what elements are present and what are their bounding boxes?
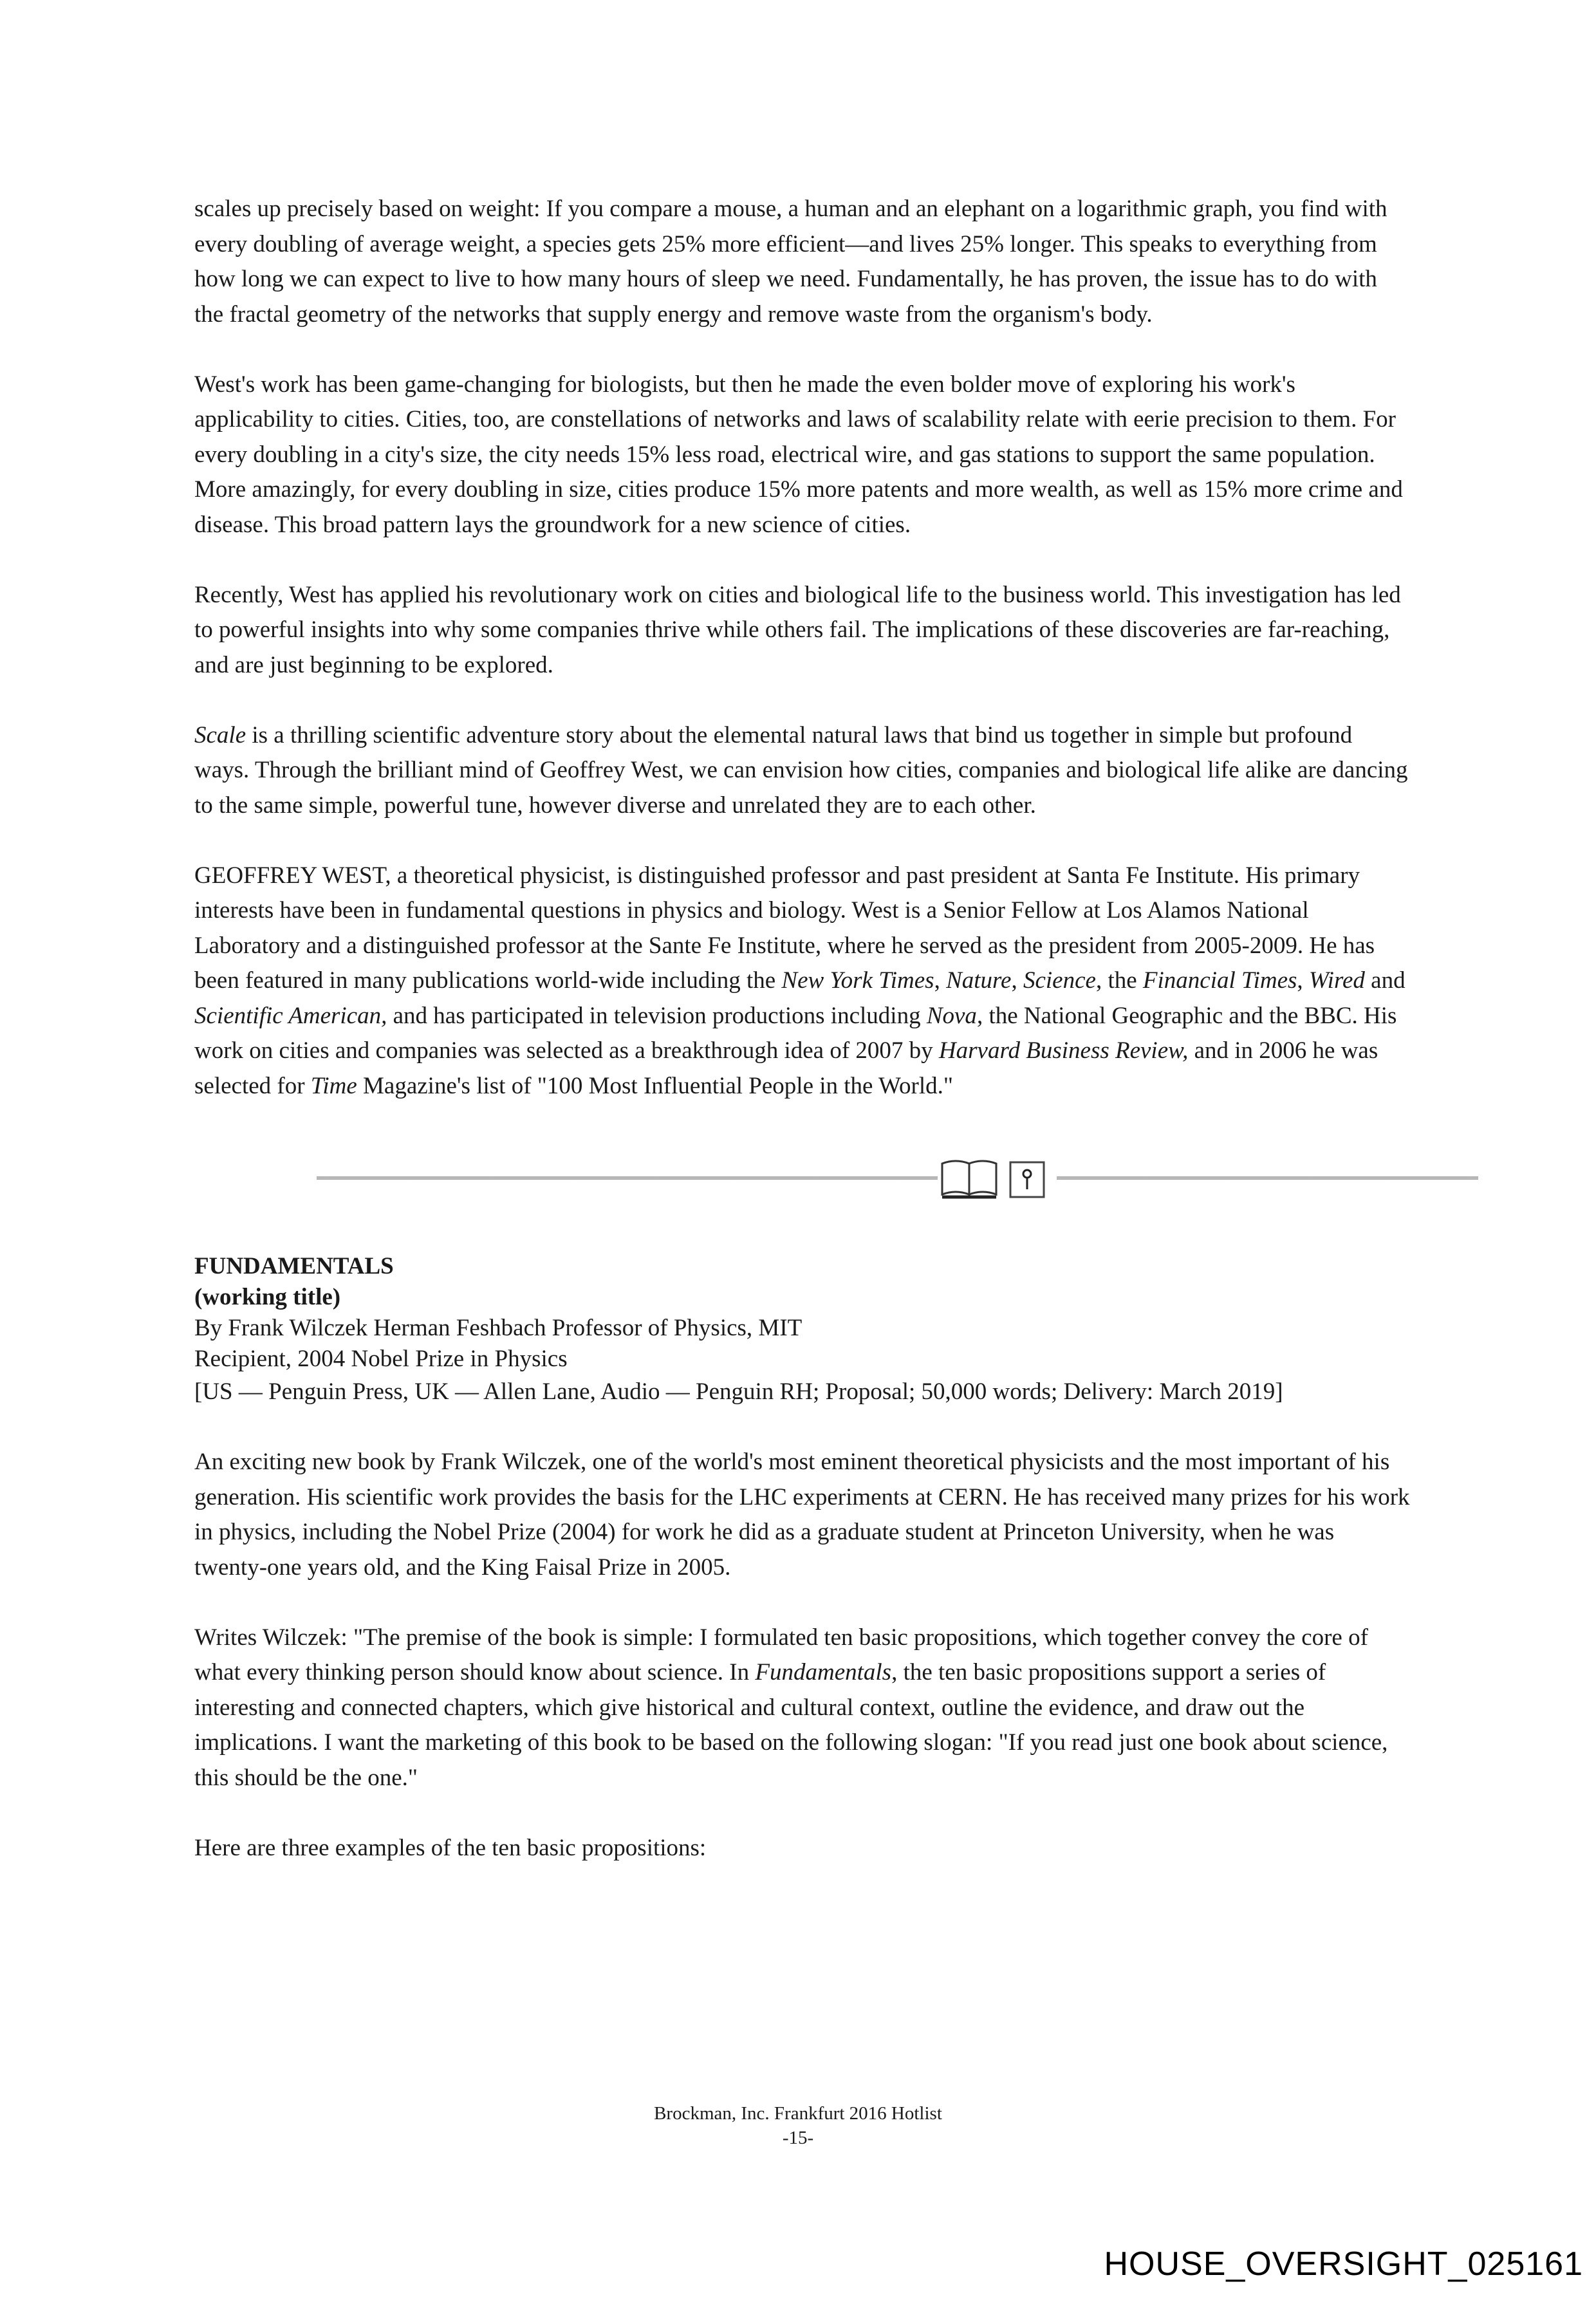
bates-stamp: HOUSE_OVERSIGHT_025161 [1104, 2245, 1583, 2283]
book-award: Recipient, 2004 Nobel Prize in Physics [194, 1346, 568, 1372]
document-body [194, 192, 1411, 1901]
page-number: -15- [782, 2128, 814, 2148]
divider-rule-right [1057, 1176, 1478, 1180]
book-title: FUNDAMENTALS [194, 1253, 394, 1279]
paragraph-scale-summary: Scale is a thrilling scientific adventure story about the elemental natural laws that bind us together in simple but profound ways. Through the brilliant mind of Geoffrey West, we can envision how cities, companies and biological life alike are dancing to the same simple, powerful tune, however diverse and unrelated they are to each other. [194, 721, 1408, 819]
divider-rule-left [317, 1176, 938, 1180]
section-divider [194, 1139, 1411, 1216]
paragraph-author-bio: GEOFFREY WEST, a theoretical physicist, is distinguished professor and past president at Santa Fe Institute. His primary interests have been in fundamental questions in physics and biology. West is a Senior Fellow at Los Alamos National Laboratory and a distinguished professor at the Sante Fe Institute, where he served as the president from 2005-2009. He has been featured in many publications world-wide including the New York Times, Nature, Science, the Financial Times, Wired and Scientific American, and has participated in television productions including Nova, the National Geographic and the BBC. His work on cities and companies was selected as a breakthrough idea of 2007 by Harvard Business Review, and in 2006 he was selected for Time Magazine's list of "100 Most Influential People in the World." [194, 862, 1406, 1099]
book-subtitle: (working title) [194, 1284, 341, 1310]
paragraph-wilczek-quote: Writes Wilczek: "The premise of the book is simple: I formulated ten basic propositions, which together convey the core of what every thinking person should know about science. In Fundamentals, the ten basic propositions support a series of interesting and connected chapters, which give historical and cultural context, outline the evidence, and draw out the implications. I want the marketing of this book to be based on the following slogan: "If you read just one book about science, this should be the one." [194, 1624, 1388, 1791]
paragraph-scaling: scales up precisely based on weight: If you compare a mouse, a human and an elephant on a logarithmic graph, you find with every doubling of average weight, a species gets 25% more efficient—and lives 25% longer. This speaks to everything from how long we can expect to live to how many hours of sleep we need. Fundamentally, he has proven, the issue has to do with the fractal geometry of the networks that supply energy and remove waste from the organism's body. [194, 196, 1387, 328]
book-byline: By Frank Wilczek Herman Feshbach Professor of Physics, MIT [194, 1315, 803, 1341]
book-rights: [US — Penguin Press, UK — Allen Lane, Audio — Penguin RH; Proposal; 50,000 words; Delivery: March 2019] [194, 1378, 1283, 1405]
book-header-fundamentals [194, 1251, 1411, 1410]
paragraph-business: Recently, West has applied his revolutionary work on cities and biological life to the business world. This investigation has led to powerful insights into why some companies thrive while others fail. The implications of these discoveries are far-reaching, and are just beginning to be explored. [194, 581, 1401, 678]
paragraph-cities: West's work has been game-changing for biologists, but then he made the even bolder move of exploring his work's applicability to cities. Cities, too, are constellations of networks and laws of scalability relate with eerie precision to them. For every doubling in a city's size, the city needs 15% less road, electrical wire, and gas stations to support the same population. More amazingly, for every doubling in size, cities produce 15% more patents and more wealth, as well as 15% more crime and disease. This broad pattern lays the groundwork for a new science of cities. [194, 371, 1403, 538]
book-and-key-icon [940, 1152, 1055, 1203]
paragraph-wilczek-intro: An exciting new book by Frank Wilczek, one of the world's most eminent theoretical physicists and the most important of his generation. His scientific work provides the basis for the LHC experiments at CERN. He has received many prizes for his work in physics, including the Nobel Prize (2004) for work he did as a graduate student at Princeton University, when he was twenty-one years old, and the King Faisal Prize in 2005. [194, 1449, 1410, 1581]
paragraph-propositions-intro: Here are three examples of the ten basic propositions: [194, 1834, 707, 1861]
footer-title: Brockman, Inc. Frankfurt 2016 Hotlist [654, 2103, 942, 2124]
page-footer [0, 2101, 1596, 2150]
book-title-scale: Scale [194, 721, 246, 748]
